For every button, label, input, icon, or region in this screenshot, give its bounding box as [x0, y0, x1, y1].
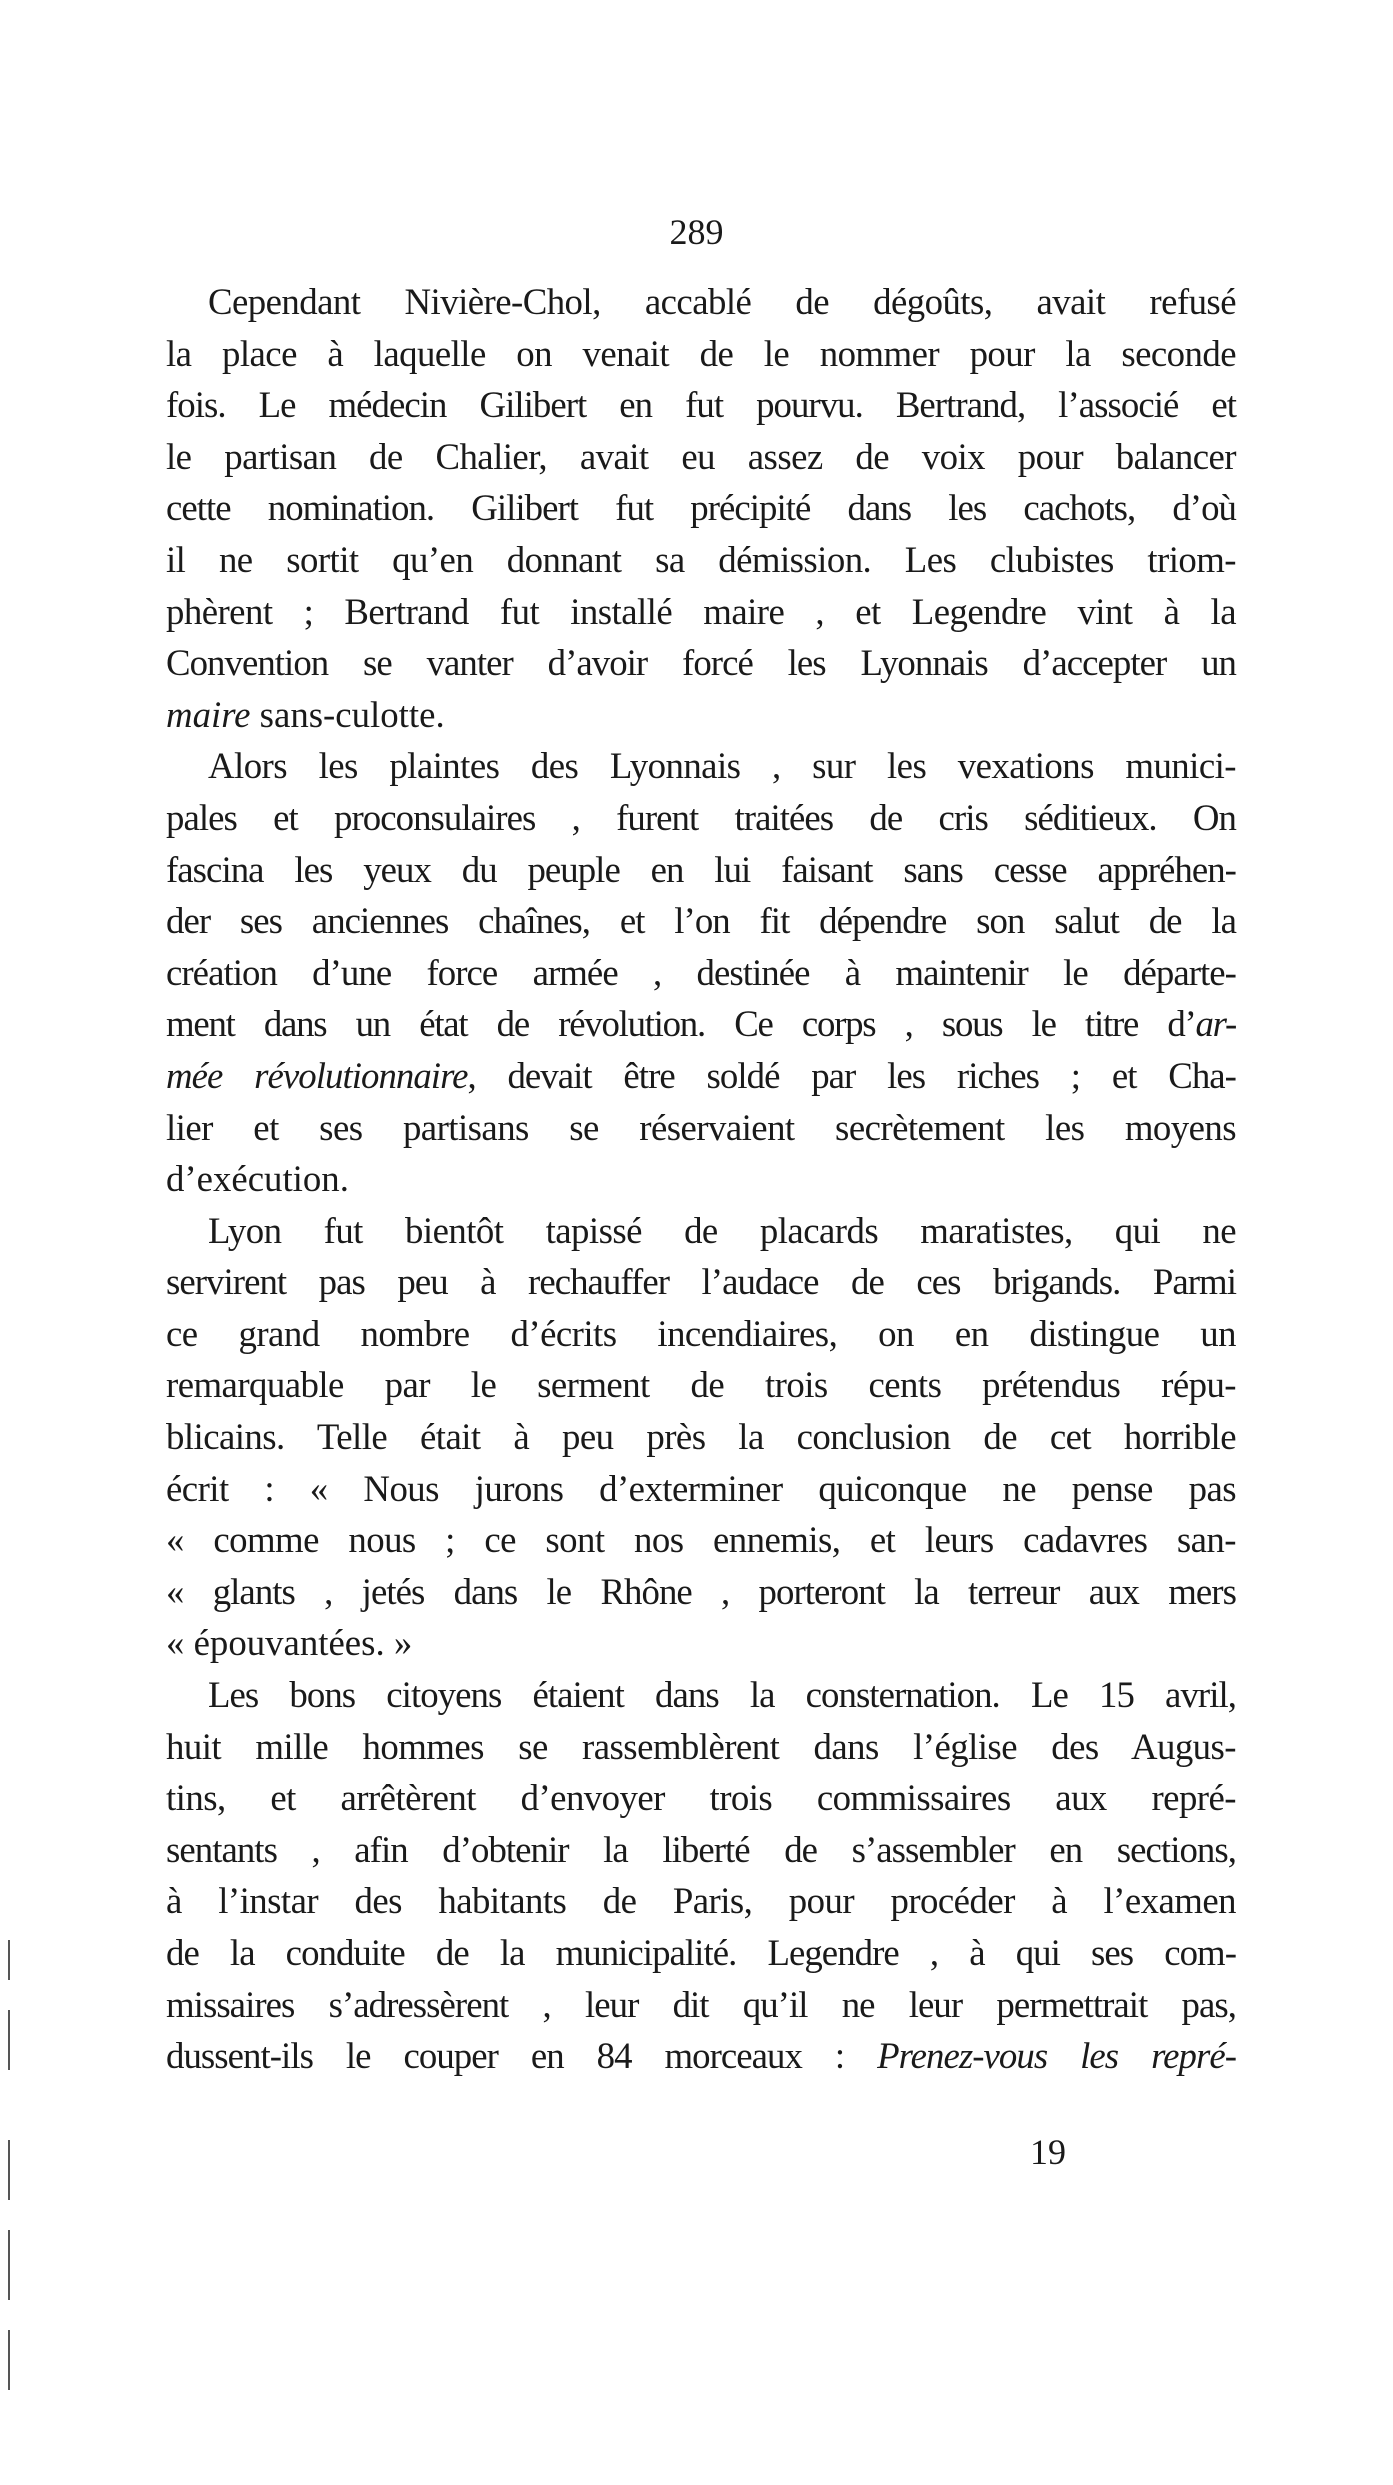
text-span: ment dans un état de révolution. Ce corps , sous le titre d’	[166, 1003, 1196, 1045]
text-line: à l’instar des habitants de Paris, pour procéder à l’examen	[166, 1880, 1236, 1922]
paragraph-4	[166, 1669, 1236, 2082]
text-line: huit mille hommes se rassemblèrent dans l’église des Augus-	[166, 1725, 1236, 1767]
text-line: lier et ses partisans se réservaient secrètement les moyens	[166, 1106, 1236, 1148]
text-line	[166, 689, 1236, 741]
text-line: cette nomination. Gilibert fut précipité dans les cachots, d’où	[166, 487, 1236, 529]
italic-text: Prenez-vous les repré-	[877, 2035, 1236, 2077]
page-number: 289	[669, 212, 724, 252]
scan-artifact	[8, 2140, 10, 2200]
text-line: il ne sortit qu’en donnant sa démission. Les clubistes triom-	[166, 538, 1236, 580]
text-line: Cependant Nivière-Chol, accablé de dégoûts, avait refusé	[208, 281, 1236, 322]
text-line: servirent pas peu à rechauffer l’audace de ces brigands. Parmi	[166, 1261, 1236, 1303]
text-line: la place à laquelle on venait de le nommer pour la seconde	[166, 332, 1236, 374]
scan-artifact	[8, 2330, 10, 2390]
italic-text: ar-	[1195, 1003, 1236, 1045]
paragraph-2	[166, 740, 1236, 1204]
text-line: sentants , afin d’obtenir la liberté de s’assembler en sections,	[166, 1828, 1236, 1870]
body-text	[166, 276, 1236, 2082]
text-line: remarquable par le serment de trois cents prétendus répu-	[166, 1364, 1236, 1406]
text-line	[166, 2030, 1236, 2082]
text-line: missaires s’adressèrent , leur dit qu’il ne leur permettrait pas,	[166, 1983, 1236, 2025]
italic-text: mée révolutionnaire	[166, 1054, 468, 1096]
paragraph-1	[166, 276, 1236, 740]
paragraph-3	[166, 1205, 1236, 1669]
text-line: écrit : « Nous jurons d’exterminer quiconque ne pense pas	[166, 1467, 1236, 1509]
text-line: Lyon fut bientôt tapissé de placards maratistes, qui ne	[208, 1209, 1236, 1251]
signature-mark: 19	[1030, 2132, 1066, 2172]
text-line: tins, et arrêtèrent d’envoyer trois commissaires aux repré-	[166, 1777, 1236, 1819]
text-line: pales et proconsulaires , furent traitées de cris séditieux. On	[166, 796, 1236, 838]
text-line: der ses anciennes chaînes, et l’on fit dépendre son salut de la	[166, 900, 1236, 942]
text-line: « épouvantées. »	[166, 1622, 413, 1664]
text-line: « comme nous ; ce sont nos ennemis, et leurs cadavres san-	[166, 1519, 1236, 1561]
scan-artifact	[8, 2230, 10, 2300]
text-line	[166, 1050, 1236, 1102]
text-span: sans-culotte.	[250, 693, 445, 735]
text-line: phèrent ; Bertrand fut installé maire , et Legendre vint à la	[166, 590, 1236, 632]
text-line: fascina les yeux du peuple en lui faisant sans cesse appréhen-	[166, 848, 1236, 890]
text-line: Les bons citoyens étaient dans la consternation. Le 15 avril,	[208, 1674, 1236, 1716]
text-span: , devait être soldé par les riches ; et Cha-	[467, 1054, 1236, 1096]
text-line: d’exécution.	[166, 1158, 349, 1200]
text-line: blicains. Telle était à peu près la conclusion de cet horrible	[166, 1416, 1236, 1458]
text-line: « glants , jetés dans le Rhône , porteront la terreur aux mers	[166, 1570, 1236, 1612]
text-line	[166, 998, 1236, 1050]
text-line: création d’une force armée , destinée à maintenir le départe-	[166, 951, 1236, 993]
scan-artifact	[8, 2010, 10, 2070]
text-line: ce grand nombre d’écrits incendiaires, on en distingue un	[166, 1312, 1236, 1354]
text-span: dussent-ils le couper en 84 morceaux :	[166, 2035, 878, 2077]
italic-text: maire	[166, 693, 251, 735]
text-line: Convention se vanter d’avoir forcé les Lyonnais d’accepter un	[166, 642, 1236, 684]
text-line: de la conduite de la municipalité. Legendre , à qui ses com-	[166, 1932, 1236, 1973]
scan-artifact	[8, 1940, 10, 1980]
text-line: fois. Le médecin Gilibert en fut pourvu. Bertrand, l’associé et	[166, 384, 1236, 426]
text-line: le partisan de Chalier, avait eu assez de voix pour balancer	[166, 435, 1236, 477]
text-line: Alors les plaintes des Lyonnais , sur les vexations munici-	[208, 745, 1236, 787]
